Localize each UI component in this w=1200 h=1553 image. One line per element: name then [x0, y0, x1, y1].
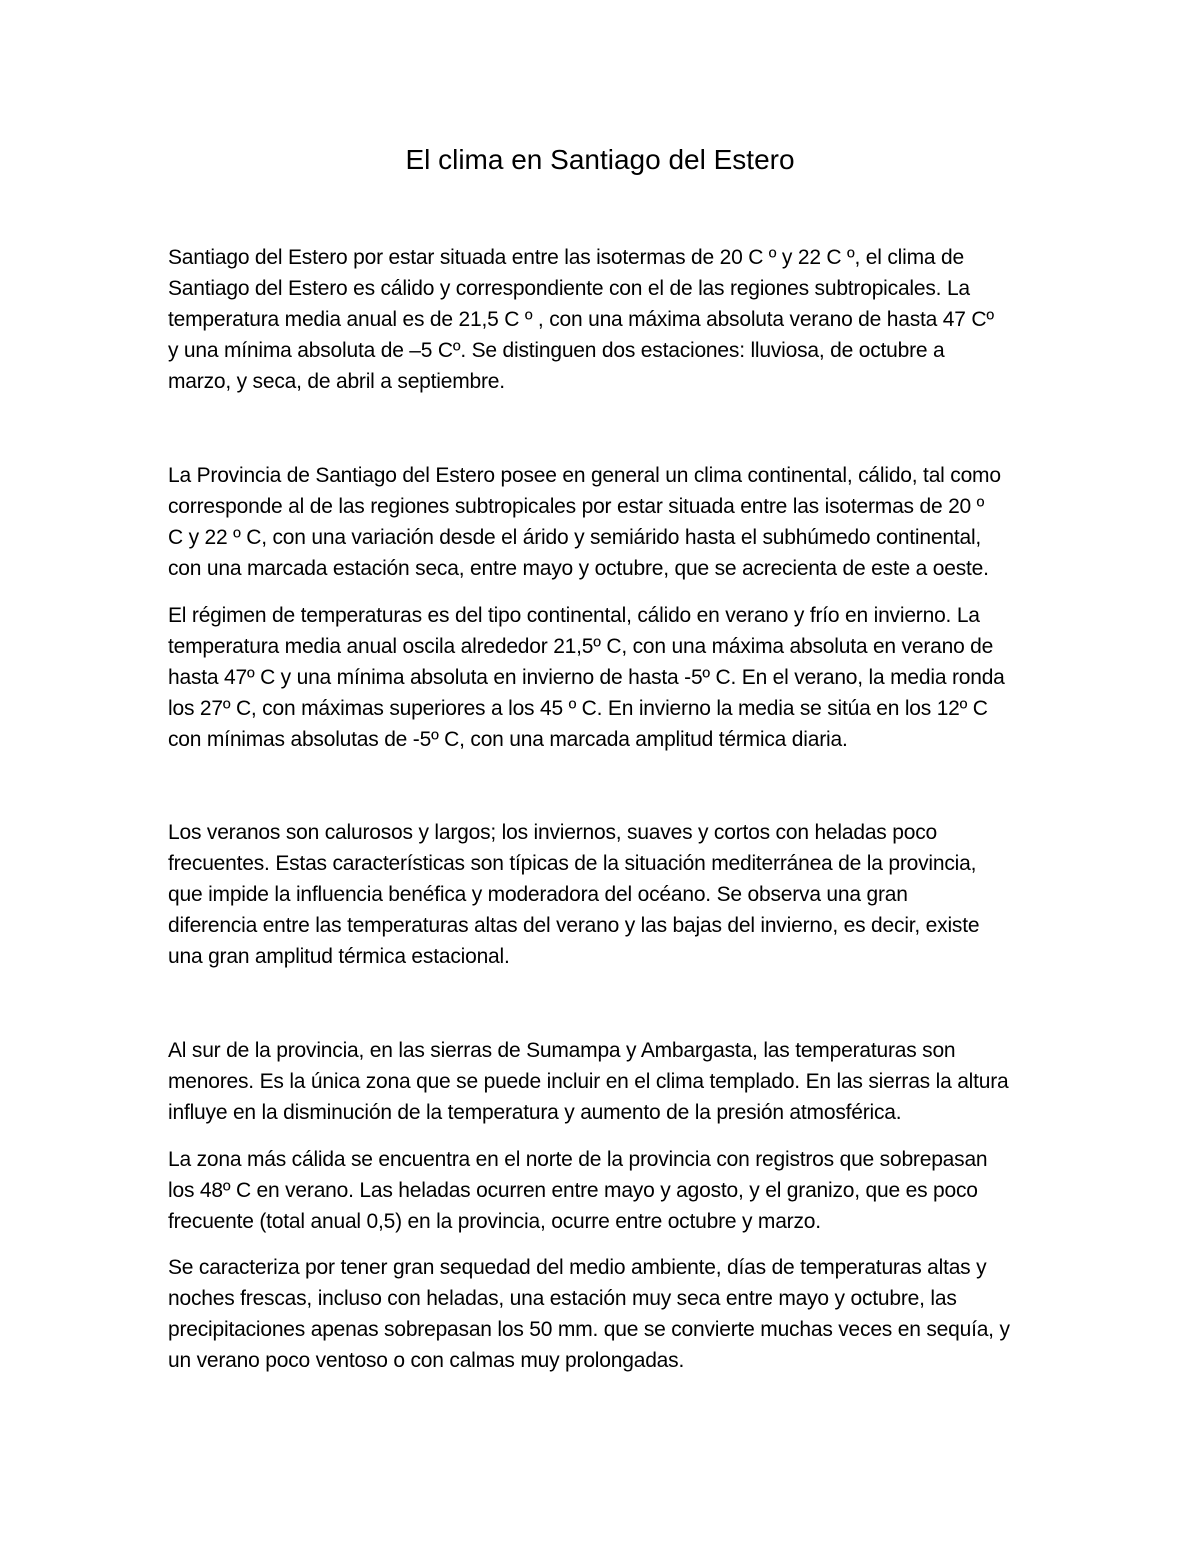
- paragraph-line: con una marcada estación seca, entre mayo y octubre, que se acrecienta de este a oeste.: [168, 557, 989, 580]
- paragraph-line: temperatura media anual es de 21,5 C º , con una máxima absoluta verano de hasta 47 Cº: [168, 308, 994, 331]
- paragraph-6: [168, 1144, 1048, 1237]
- paragraph-3: [168, 600, 1048, 755]
- paragraph-line: corresponde al de las regiones subtropicales por estar situada entre las isotermas de 20 º: [168, 495, 985, 518]
- paragraph-line: Los veranos son calurosos y largos; los inviernos, suaves y cortos con heladas poco: [168, 821, 937, 844]
- paragraph-line: La Provincia de Santiago del Estero posee en general un clima continental, cálido, tal como: [168, 464, 1001, 487]
- paragraph-line: un verano poco ventoso o con calmas muy prolongadas.: [168, 1349, 685, 1372]
- paragraph-1: [168, 242, 1048, 397]
- paragraph-line: El régimen de temperaturas es del tipo continental, cálido en verano y frío en invierno. La: [168, 604, 980, 627]
- paragraph-line: precipitaciones apenas sobrepasan los 50 mm. que se convierte muchas veces en sequía, y: [168, 1318, 1010, 1341]
- paragraph-line: frecuente (total anual 0,5) en la provincia, ocurre entre octubre y marzo.: [168, 1210, 821, 1233]
- paragraph-line: temperatura media anual oscila alrededor 21,5º C, con una máxima absoluta en verano de: [168, 635, 994, 658]
- paragraph-line: con mínimas absolutas de -5º C, con una marcada amplitud térmica diaria.: [168, 728, 848, 751]
- paragraph-line: que impide la influencia benéfica y moderadora del océano. Se observa una gran: [168, 883, 908, 906]
- document-title: El clima en Santiago del Estero: [405, 144, 795, 175]
- paragraph-line: marzo, y seca, de abril a septiembre.: [168, 370, 505, 393]
- paragraph-line: Al sur de la provincia, en las sierras de Sumampa y Ambargasta, las temperaturas son: [168, 1039, 956, 1062]
- paragraph-line: y una mínima absoluta de –5 Cº. Se distinguen dos estaciones: lluviosa, de octubre a: [168, 339, 945, 362]
- paragraph-line: hasta 47º C y una mínima absoluta en invierno de hasta -5º C. En el verano, la media ronda: [168, 666, 1005, 689]
- paragraph-line: los 48º C en verano. Las heladas ocurren entre mayo y agosto, y el granizo, que es poco: [168, 1179, 978, 1202]
- paragraph-line: Se caracteriza por tener gran sequedad del medio ambiente, días de temperaturas altas y: [168, 1256, 987, 1279]
- paragraph-line: C y 22 º C, con una variación desde el árido y semiárido hasta el subhúmedo continental,: [168, 526, 982, 549]
- paragraph-line: influye en la disminución de la temperatura y aumento de la presión atmosférica.: [168, 1101, 902, 1124]
- paragraph-line: Santiago del Estero es cálido y correspondiente con el de las regiones subtropicales. La: [168, 277, 970, 300]
- paragraph-line: noches frescas, incluso con heladas, una estación muy seca entre mayo y octubre, las: [168, 1287, 957, 1310]
- paragraph-line: frecuentes. Estas características son típicas de la situación mediterránea de la provincia,: [168, 852, 977, 875]
- paragraph-4: [168, 817, 1048, 972]
- paragraph-2: [168, 460, 1048, 584]
- paragraph-line: una gran amplitud térmica estacional.: [168, 945, 510, 968]
- paragraph-7: [168, 1252, 1048, 1376]
- paragraph-line: diferencia entre las temperaturas altas del verano y las bajas del invierno, es decir, existe: [168, 914, 980, 937]
- paragraph-5: [168, 1035, 1048, 1128]
- paragraph-line: Santiago del Estero por estar situada entre las isotermas de 20 C º y 22 C º, el clima de: [168, 246, 964, 269]
- paragraph-line: La zona más cálida se encuentra en el norte de la provincia con registros que sobrepasan: [168, 1148, 988, 1171]
- paragraph-line: menores. Es la única zona que se puede incluir en el clima templado. En las sierras la altura: [168, 1070, 1009, 1093]
- paragraph-line: los 27º C, con máximas superiores a los 45 º C. En invierno la media se sitúa en los 12º C: [168, 697, 988, 720]
